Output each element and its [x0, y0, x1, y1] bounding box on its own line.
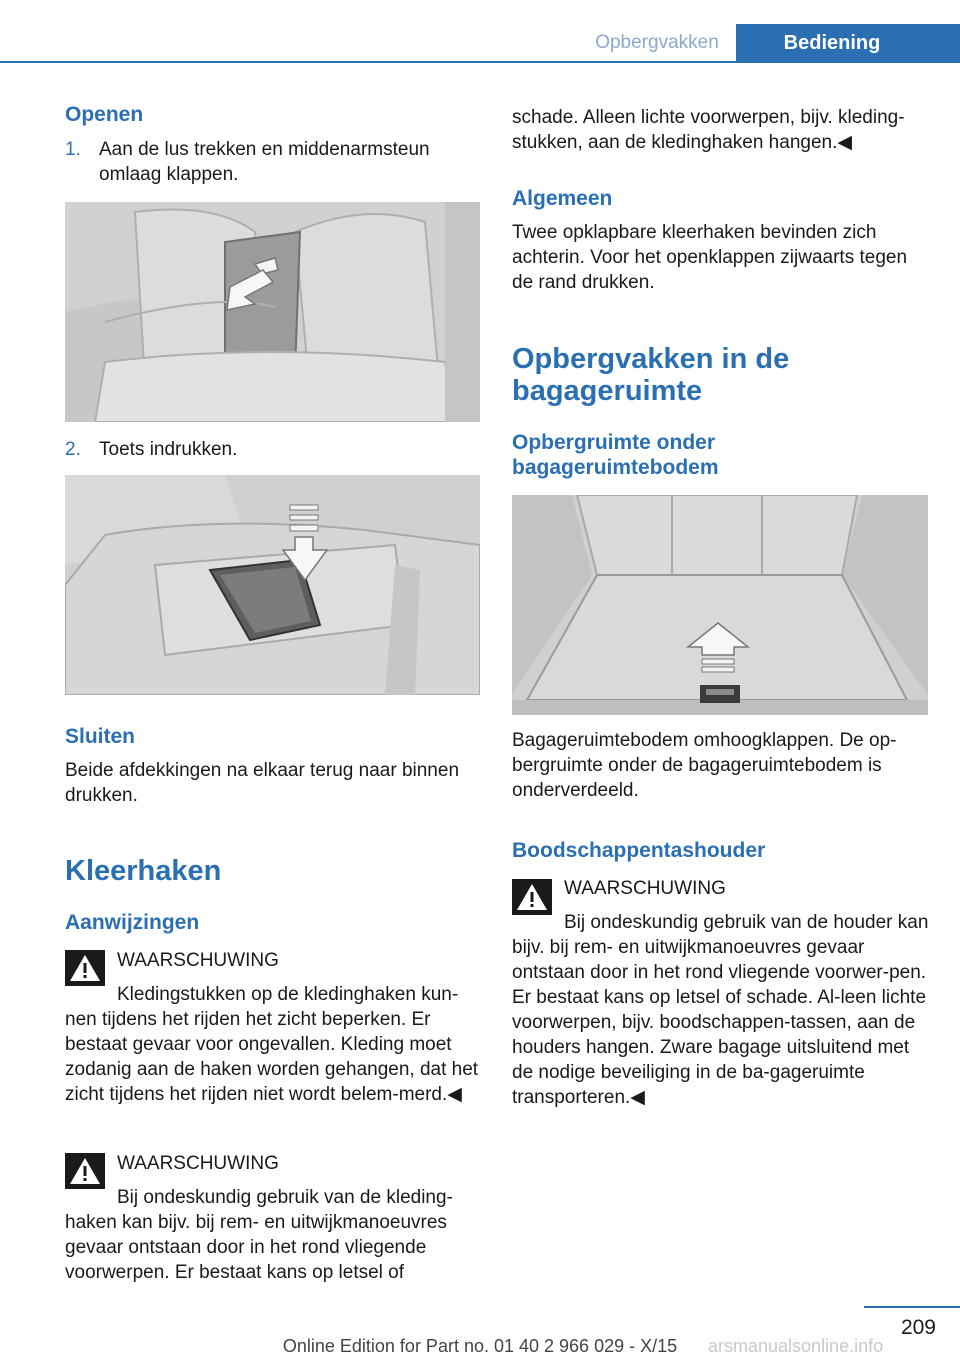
heading-boodschappentashouder: Boodschappentashouder	[512, 839, 766, 862]
footer-watermark: arsmanualsonline.info	[708, 1336, 884, 1356]
header-section-title: Opbergvakken	[595, 32, 719, 53]
heading-algemeen: Algemeen	[512, 187, 613, 210]
warning1-text: Kledingstukken op de kledinghaken kun-nen tijdens het rijden het zicht beperken. Er bestaat gevaar voor ongevallen. Kleding moet zodanig aan de haken worden gehangen, dat het zicht tijdens het rijden niet wordt belem-merd.◀	[65, 984, 479, 1105]
cargo-floor-illustration	[512, 495, 928, 715]
step2-text: Toets indrukken.	[99, 439, 238, 460]
title-kleerhaken: Kleerhaken	[65, 855, 222, 887]
warning2-text: Bij ondeskundig gebruik van de kleding-haken kan bijv. bij rem- en uitwijkmanoeuvres gevaar ontstaan door in het rond vliegende voorwerpen. Er bestaat kans op letsel of	[65, 1187, 453, 1283]
header-rule	[0, 61, 960, 63]
step1-text: Aan de lus trekken en middenarmsteun omlaag klappen.	[99, 139, 430, 185]
armrest-illustration	[65, 202, 480, 422]
algemeen-text: Twee opklapbare kleerhaken bevinden zich achterin. Voor het openklappen zijwaarts tegen de rand drukken.	[512, 222, 908, 293]
heading-sluiten: Sluiten	[65, 725, 136, 748]
warning2-label: WAARSCHUWING	[117, 1153, 279, 1174]
header-chapter-tab: Bediening	[736, 24, 960, 62]
heading-opbergruimte: Opbergruimte onder bagageruimtebodem	[512, 431, 719, 479]
heading-aanwijzingen: Aanwijzingen	[65, 911, 200, 934]
footer-edition: Online Edition for Part no. 01 40 2 966 029 - X/15	[282, 1336, 678, 1356]
button-illustration	[65, 475, 480, 695]
boodschappen-warning-text: Bij ondeskundig gebruik van de houder kan bijv. bij rem- en uitwijkmanoeuvres gevaar ontstaan door in het rond vliegende voorwer-pen. Er bestaat kans op letsel of schade. Al-leen lichte voorwerpen, bijv. boodschappen-tassen, aan de houders hangen. Zware bagage uitsluitend met de nodige beveiliging in de ba-gageruimte transporteren.◀	[512, 912, 929, 1108]
bagage-text: Bagageruimtebodem omhoogklappen. De op-bergruimte onder de bagageruimtebodem is onderverdeeld.	[512, 730, 897, 801]
footer-rule	[864, 1306, 960, 1308]
continued-text: schade. Alleen lichte voorwerpen, bijv. kleding-stukken, aan de kledinghaken hangen.◀	[512, 107, 905, 153]
figure-press-button	[65, 475, 480, 695]
page-number: 209	[900, 1316, 936, 1339]
figure-armrest-fold-down	[65, 202, 480, 422]
step2-number: 2.	[65, 439, 81, 460]
heading-openen: Openen	[65, 103, 144, 126]
step1-number: 1.	[65, 139, 81, 160]
boodschappen-warning-label: WAARSCHUWING	[564, 878, 726, 899]
figure-cargo-floor	[512, 495, 928, 715]
sluiten-text: Beide afdekkingen na elkaar terug naar binnen drukken.	[65, 760, 460, 806]
warning1-label: WAARSCHUWING	[117, 950, 279, 971]
title-bagageruimte: Opbergvakken in de bagageruimte	[512, 343, 790, 407]
